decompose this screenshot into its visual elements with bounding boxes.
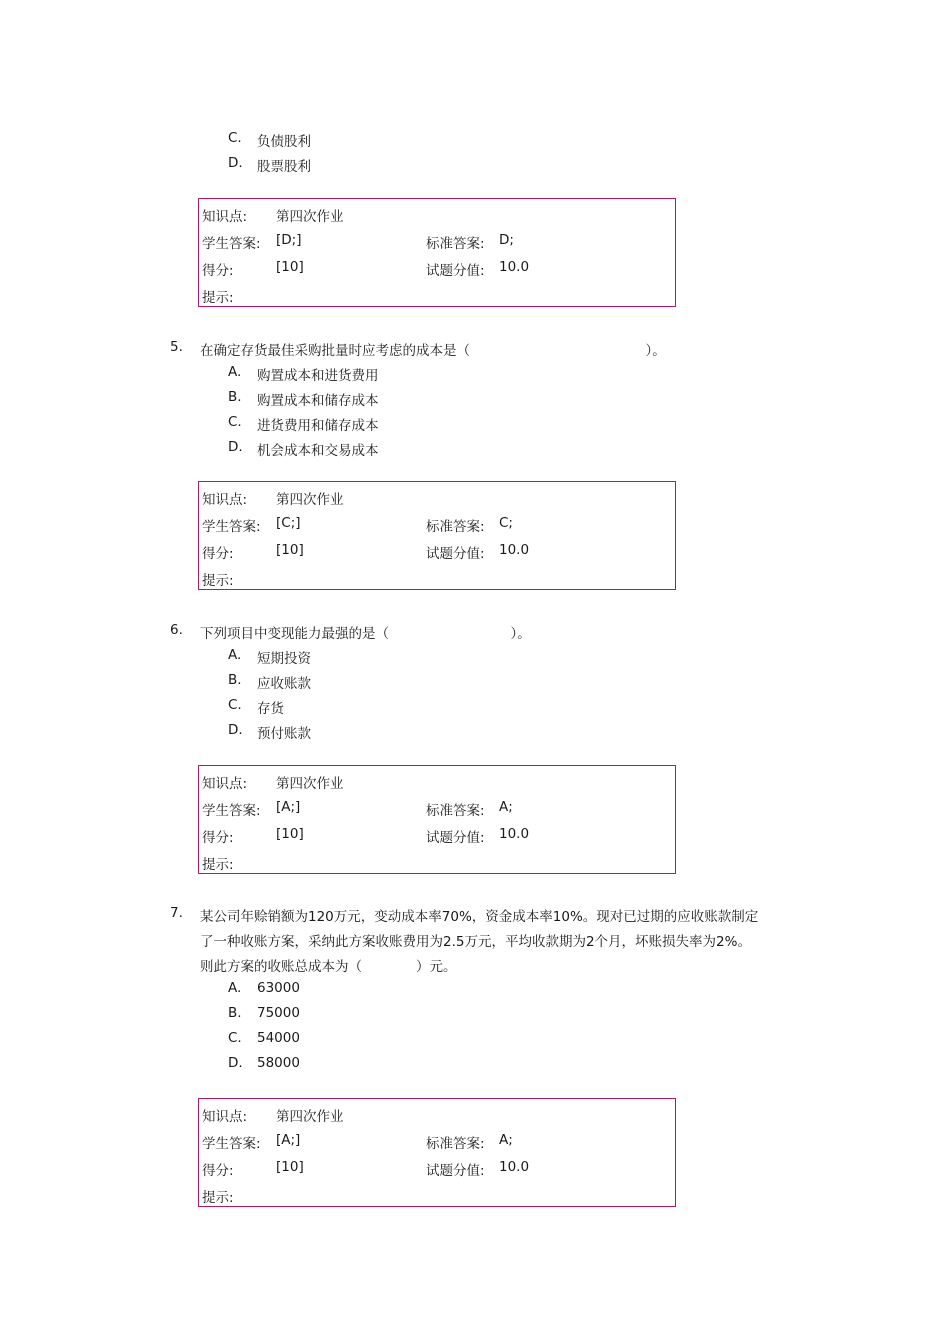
option-text: 应收账款 xyxy=(257,676,311,692)
value-label: 试题分值: xyxy=(426,1163,485,1179)
question-text: 在确定存货最佳采购批量时应考虑的成本是（ ）。 xyxy=(200,343,666,359)
score-value: [10] xyxy=(276,1159,304,1175)
student-answer-value: [D;] xyxy=(276,232,302,248)
option-letter: D. xyxy=(228,1055,243,1071)
hint-label: 提示: xyxy=(202,1190,234,1206)
option-text: 75000 xyxy=(257,1005,300,1021)
result-box-q6 xyxy=(198,765,676,874)
standard-answer-value: A; xyxy=(499,799,513,815)
knowledge-label: 知识点: xyxy=(202,776,248,792)
standard-answer-label: 标准答案: xyxy=(426,519,485,535)
option-letter: C. xyxy=(228,130,242,146)
knowledge-value: 第四次作业 xyxy=(276,492,344,508)
question-number: 7. xyxy=(170,905,183,921)
standard-answer-label: 标准答案: xyxy=(426,803,485,819)
option-text: 54000 xyxy=(257,1030,300,1046)
option-text: 存货 xyxy=(257,701,284,717)
option-text: 短期投资 xyxy=(257,651,311,667)
student-answer-label: 学生答案: xyxy=(202,519,261,535)
value-value: 10.0 xyxy=(499,826,530,842)
score-label: 得分: xyxy=(202,830,234,846)
student-answer-value: [C;] xyxy=(276,515,301,531)
option-letter: A. xyxy=(228,364,242,380)
value-value: 10.0 xyxy=(499,542,530,558)
value-value: 10.0 xyxy=(499,1159,530,1175)
question-text-line-3: 则此方案的收账总成本为（ ）元。 xyxy=(200,959,457,975)
knowledge-label: 知识点: xyxy=(202,492,248,508)
question-text: 下列项目中变现能力最强的是（ ）。 xyxy=(200,626,531,642)
result-box-q7 xyxy=(198,1098,676,1207)
value-value: 10.0 xyxy=(499,259,530,275)
option-text: 预付账款 xyxy=(257,726,311,742)
student-answer-value: [A;] xyxy=(276,799,301,815)
standard-answer-value: C; xyxy=(499,515,513,531)
option-text: 机会成本和交易成本 xyxy=(257,443,379,459)
student-answer-label: 学生答案: xyxy=(202,1136,261,1152)
standard-answer-label: 标准答案: xyxy=(426,236,485,252)
value-label: 试题分值: xyxy=(426,263,485,279)
student-answer-label: 学生答案: xyxy=(202,803,261,819)
score-label: 得分: xyxy=(202,263,234,279)
value-label: 试题分值: xyxy=(426,546,485,562)
score-value: [10] xyxy=(276,259,304,275)
standard-answer-label: 标准答案: xyxy=(426,1136,485,1152)
option-text: 进货费用和储存成本 xyxy=(257,418,379,434)
student-answer-label: 学生答案: xyxy=(202,236,261,252)
option-letter: B. xyxy=(228,389,242,405)
option-letter: A. xyxy=(228,647,242,663)
option-letter: B. xyxy=(228,672,242,688)
option-text: 股票股利 xyxy=(257,159,311,175)
question-text-line-1: 某公司年赊销额为120万元，变动成本率70%，资金成本率10%。现对已过期的应收账款制定 xyxy=(200,909,759,925)
knowledge-value: 第四次作业 xyxy=(276,209,344,225)
option-letter: D. xyxy=(228,722,243,738)
option-text: 购置成本和储存成本 xyxy=(257,393,379,409)
value-label: 试题分值: xyxy=(426,830,485,846)
result-box-q4 xyxy=(198,198,676,307)
knowledge-label: 知识点: xyxy=(202,1109,248,1125)
standard-answer-value: D; xyxy=(499,232,514,248)
hint-label: 提示: xyxy=(202,290,234,306)
standard-answer-value: A; xyxy=(499,1132,513,1148)
option-letter: B. xyxy=(228,1005,242,1021)
result-box-q5 xyxy=(198,481,676,590)
hint-label: 提示: xyxy=(202,573,234,589)
option-letter: C. xyxy=(228,414,242,430)
option-text: 负债股利 xyxy=(257,134,311,150)
score-label: 得分: xyxy=(202,546,234,562)
option-text: 63000 xyxy=(257,980,300,996)
option-letter: D. xyxy=(228,155,243,171)
score-label: 得分: xyxy=(202,1163,234,1179)
question-text-line-2: 了一种收账方案，采纳此方案收账费用为2.5万元，平均收款期为2个月，坏账损失率为2%。 xyxy=(200,934,751,950)
question-number: 6. xyxy=(170,622,183,638)
option-letter: A. xyxy=(228,980,242,996)
knowledge-label: 知识点: xyxy=(202,209,248,225)
hint-label: 提示: xyxy=(202,857,234,873)
knowledge-value: 第四次作业 xyxy=(276,776,344,792)
option-text: 购置成本和进货费用 xyxy=(257,368,379,384)
question-number: 5. xyxy=(170,339,183,355)
option-letter: C. xyxy=(228,1030,242,1046)
knowledge-value: 第四次作业 xyxy=(276,1109,344,1125)
option-letter: D. xyxy=(228,439,243,455)
option-text: 58000 xyxy=(257,1055,300,1071)
student-answer-value: [A;] xyxy=(276,1132,301,1148)
option-letter: C. xyxy=(228,697,242,713)
score-value: [10] xyxy=(276,542,304,558)
score-value: [10] xyxy=(276,826,304,842)
